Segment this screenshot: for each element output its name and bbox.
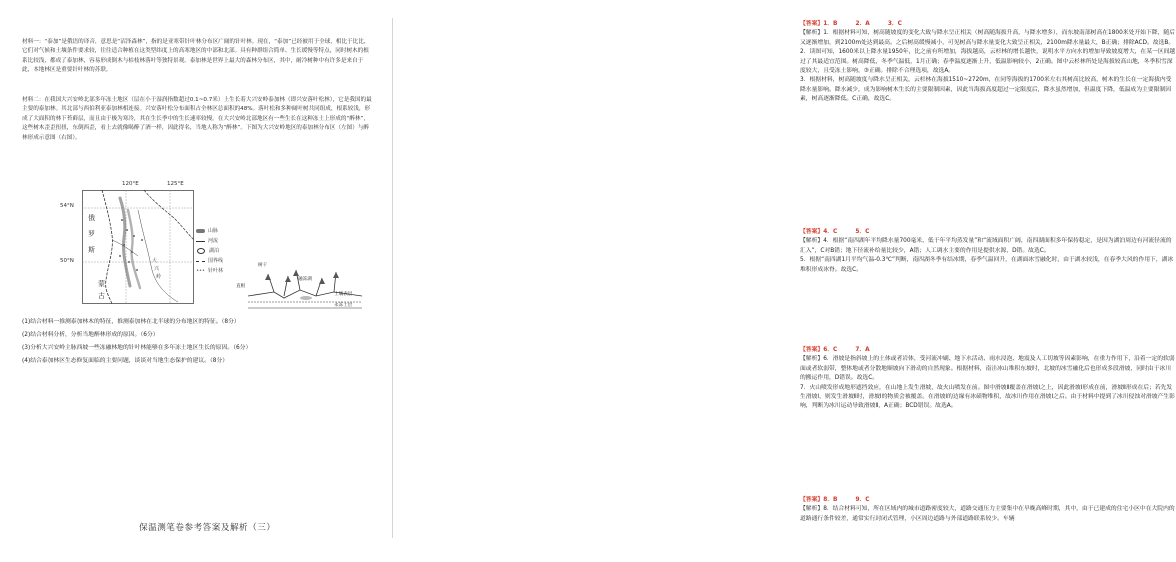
material-one bbox=[22, 38, 374, 76]
border-icon bbox=[196, 261, 205, 262]
explanation-4: 【解析】8．结合材料可知，所在区域内的城市道路密度较大，道路交通压力主要集中在早晚高峰时期，其中，由于已建成的住宅小区中在大院内的道路通行条件较差，通常实行封闭式管理，小区周边道路与外部道路联系较少。车辆 bbox=[800, 506, 1175, 522]
latitude-label-50: 50°N bbox=[60, 258, 74, 264]
longitude-label-125: 125°E bbox=[167, 181, 184, 187]
legend-border: 国界线 bbox=[196, 256, 223, 266]
material-one-text: 材料一：“泰加”是俄语的译音，意思是“沼泽森林”，指的是亚寒带针叶林分布区广阔的针叶林。现在，“泰加”已经被用于全球，相比于比比，它们对气候和土壤条件要求较，往往适合种植在这类型纬度上的高寒地区的中部和北部。具有种群组合简单、生长缓慢等特点，同时树木的根系比较浅，都成了泰加林，容易形成倒木与枯枝林落叶等独特景观。泰加林是世界上最大的森林分布区，其中，耐冷树种中有许多是来自于此，本地林区是重要针叶林的苏联。 bbox=[22, 39, 370, 74]
question-4: (4)结合泰加林区生态修复面临的主要问题，谈谈对当地生态保护的建议。（8分） bbox=[22, 358, 229, 365]
explanation-3: 【解析】6．滑坡是指斜坡上的土体或者岩体，受河流冲刷、地下水活动、雨水浸泡、地震及人工切坡等因素影响，在重力作用下，沿着一定的软弱面或者软弱带，整体地或者分散地顺坡向下滑动的自然现象。根据材料，南洼冰山堆积东坡时，北坡的冰雪融化后也形成多段滑坡，同时由于冰川的搬运作用，D错误。故选C。 7．火山喷发形成地形遮挡效应，在山地上发生滑坡，故火山喷发在前。图中滑坡Ⅱ覆盖在滑坡Ⅰ之上，因此滑坡Ⅰ形成在前，滑坡Ⅱ形成在后；若先发生滑坡Ⅰ，则发生滑坡Ⅱ时，滑坡Ⅰ的物质会被覆盖。在滑坡Ⅰ的边缘有冰碛物堆积，故冰川作用在滑坡Ⅰ之后。由于材料中提到了冰川侵蚀对滑坡产生影响，判断为冰川运动导致滑坡Ⅱ，A正确；BCD错误。故选A。 bbox=[800, 356, 1175, 410]
root-label: 直根 bbox=[236, 284, 246, 289]
column-divider bbox=[392, 18, 393, 538]
left-column bbox=[0, 0, 390, 562]
taiga-map bbox=[82, 190, 194, 304]
permafrost-label: 永冻土层 bbox=[334, 303, 353, 308]
answer-block-1 bbox=[800, 20, 1176, 105]
answer-line-4: 【答案】8．B 9．C bbox=[800, 497, 870, 503]
answer-block-4 bbox=[800, 496, 1176, 524]
map-legend bbox=[196, 226, 223, 276]
svg-text:俄: 俄 bbox=[88, 214, 95, 222]
answer-block-2 bbox=[800, 228, 1176, 275]
legend-conifer: ••• 针叶林 bbox=[196, 268, 224, 274]
river-icon bbox=[196, 241, 205, 242]
question-list bbox=[22, 318, 374, 370]
question-1: (1)结合材料一推测泰加林木的特征，推测泰加林在北半球的分布地区的特征。（8分） bbox=[22, 319, 240, 325]
answer-block-3 bbox=[800, 346, 1176, 412]
legend-river: 河流 bbox=[196, 236, 223, 246]
right-column bbox=[395, 0, 1176, 562]
trunk-label: 树干 bbox=[258, 263, 268, 268]
answer-line-1: 【答案】1．B 2．A 3．C bbox=[800, 21, 902, 27]
explanation-1: 【解析】1．根据材料可知，树高随坡度的变化大致与降水呈正相关（树高随海拔升高，与降水增多），而东坡南部树高在1800米处开始下降，随后又逐渐增加，到2100m处达到最高。之后树高缓慢减小，可见树高与降水量变化大致呈正相关，2100m降水量最大，B正确；排除ACD。故选B。 2．读图可知，1600米以上降水量1950年，比之前有所增加，海拔越高，云杉林的增长越快，说明水平方向水的增加导致坡度增大，在某一区间越过了其最适宜范围。树高降低，冬季气温低，1月正确；春季温度逐渐上升，低温影响较小，2正确。图中云杉林所处是海拔较高山地，冬季积雪深度较大，且受冻土影响，③正确。排除不合理选项，故选A。 3．根据材料，树高随坡度与降水呈正相关，云杉林在海拔1510~2720m，在同等海拔的1700米左右其树高比较高，树木的生长在一定海拔内受降水量影响。降水减少，成为影响树木生长的主要限制因素，因此当海拔高度超过一定限度后，降水虽然增加，但温度下降，低温成为主要限制因素，树高逐渐降低。C正确，故选C。 bbox=[800, 30, 1176, 103]
lake-icon bbox=[197, 248, 205, 254]
latitude-label-54: 54°N bbox=[60, 203, 74, 209]
answer-key-title: 保温测笔卷参考答案及解析（三） bbox=[139, 523, 276, 533]
svg-text:兴: 兴 bbox=[154, 266, 160, 272]
svg-text:古: 古 bbox=[98, 292, 105, 300]
legend-mountain: 山脉 bbox=[196, 226, 223, 236]
svg-text:蒙: 蒙 bbox=[98, 280, 105, 288]
explanation-2: 【解析】4．根据“南四湖年平均降水量700毫米，低于年平均蒸发量”和“流域面积广阔，南四湖面积多年保持稳定，是因为湖泊周边有河流径流的汇入”，C对B错；地下径流补给量比较少，A错；人工调水主要的作用是提供水源，D错。故选C。 5．根据“南四湖1月平均气温-0.3℃”判断，南四湖冬季有结冰期，春季气温回升，在湖面冰雪融化时，由于湖水较浅，在春季大风的作用下，湖冰堆积形成冰脊。故选C。 bbox=[800, 238, 1174, 273]
svg-text:罗: 罗 bbox=[88, 230, 95, 238]
question-2: (2)结合材料分析，分析当地醉林形成的原因。（6分） bbox=[22, 332, 159, 339]
soil-layer-label: 土壤表层 bbox=[334, 292, 353, 297]
svg-text:斯: 斯 bbox=[88, 246, 95, 254]
answer-line-3: 【答案】6．C 7．A bbox=[800, 347, 870, 353]
svg-text:岭: 岭 bbox=[156, 274, 162, 280]
longitude-label-120: 120°E bbox=[122, 181, 139, 187]
material-two-text: 材料二：在我国大兴安岭北部多年冻土地区（层在小于湿润指数超过0.1~0.7米）上生长着大兴安岭泰加林（即兴安落叶松林），它是我国的最主要的泰加林。其北部与西伯利亚泰加林相连接。兴安落叶松分布面积占全林区总面积的48%。落叶松和多种阔叶树共同组成，根系较浅，形成了大面积的林下苔藓层，而且由于极为寒冷，其在生长季中的生长速率较慢。在大兴安岭北部地区有一些生长在这种冻土上形成的“醉林”，这些树木歪歪扭扭，东倒西歪，看上去就像喝醉了酒一样，因此得名，当地人称为“醉林”。下图为大兴安岭地区的泰加林分布区（左图）与醉林形成示意图（右图）。 bbox=[22, 97, 372, 141]
conifer-icon: ••• bbox=[196, 268, 205, 274]
question-3: (3)分析大兴安岭主脉西坡一些冻融林地的针叶林能够在多年冻土地区生长的原因。（6分） bbox=[22, 345, 252, 352]
answer-line-2: 【答案】4．C 5．C bbox=[800, 229, 870, 235]
material-two bbox=[22, 96, 374, 143]
mountain-icon bbox=[196, 229, 205, 233]
lake-label: 融冻湖 bbox=[298, 277, 312, 282]
svg-text:大: 大 bbox=[152, 258, 158, 264]
legend-lake: 湖泊 bbox=[196, 246, 223, 256]
